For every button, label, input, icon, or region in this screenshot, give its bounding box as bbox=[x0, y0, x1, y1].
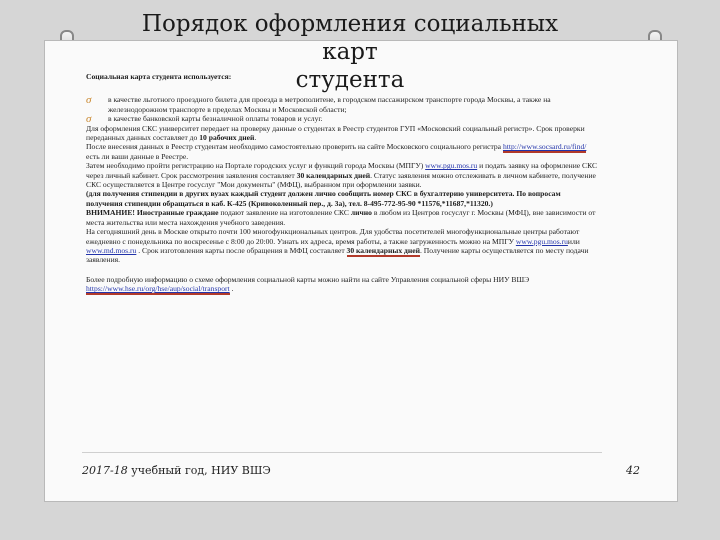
text: в любом из Центров госуслуг г. Москвы (МФЦ), вне зависимости от места жительства или места нахождения учебного заведения. bbox=[86, 208, 596, 227]
paragraph bbox=[86, 275, 598, 294]
bullet-icon: σ bbox=[86, 113, 92, 126]
footer-text: учебный год, НИУ ВШЭ bbox=[127, 464, 271, 477]
bullet-icon: σ bbox=[86, 94, 92, 107]
paragraph bbox=[86, 161, 598, 189]
text: и подать заявку на оформление СКС через личный кабинет. Срок рассмотрения заявления составляет bbox=[86, 161, 598, 180]
title-line: студента bbox=[295, 67, 405, 93]
md-mos-link[interactable]: www.md.mos.ru bbox=[86, 245, 137, 255]
text: . bbox=[254, 133, 257, 143]
spacer bbox=[86, 265, 598, 275]
text: . Получение карты осуществляется по месту подачи заявления. bbox=[86, 245, 589, 265]
pgu-link[interactable]: www.pgu.mos.ru bbox=[425, 161, 478, 171]
list-item bbox=[86, 95, 598, 114]
text: На сегодняшний день в Москве открыто почти 100 многофункциональных центров. Для удобства посетителей многофункциональные центры работают ежедневно с понедельника по воскресенье с 8:00 до 20:00. Узнать их адреса, время работы, а также загруженность можно на МПГУ bbox=[86, 227, 580, 246]
scholarship-note: (для получения стипендии в других вузах каждый студент должен лично сообщить номер СКС в бухгалтерию университета. По вопросам получения стипендии обращаться в каб. К-425 (Кривоколенный пер., д. 3а), тел. 8-495-772-95-90 *11576,*11687,*11320.) bbox=[86, 189, 561, 208]
text: Затем необходимо пройти регистрацию на Портале городских услуг и функций города Москвы (МПГУ) bbox=[86, 161, 426, 171]
footer-divider bbox=[82, 452, 602, 453]
emphasis: лично bbox=[350, 208, 372, 218]
emphasis: 30 календарных дней bbox=[346, 245, 420, 255]
list-item-text: в качестве банковской карты безналичной оплаты товаров и услуг. bbox=[108, 114, 323, 124]
footer-year: 2017-18 bbox=[82, 464, 128, 477]
text: . bbox=[229, 284, 234, 294]
text: есть ли ваши данные в Реестре. bbox=[86, 151, 189, 161]
text: Более подробную информацию о схеме оформления социальной карты можно найти на сайте Управления социальной сферы НИУ ВШЭ bbox=[86, 274, 530, 284]
paragraph bbox=[86, 227, 598, 265]
emphasis: 10 рабочих дней bbox=[199, 133, 255, 143]
paragraph bbox=[86, 124, 598, 143]
paragraph bbox=[86, 208, 598, 227]
hse-transport-link[interactable]: https://www.hse.ru/org/hse/aup/social/transport bbox=[86, 284, 230, 294]
text: После внесения данных в Реестр студентам необходимо самостоятельно проверить на сайте Московского социального регистра bbox=[86, 142, 503, 152]
list-item-text: в качестве льготного проездного билета для проезда в метрополитене, в городском пассажирском транспорте города Москвы, а также на железнодорожном транспорте в пределах Москвы и Московской области; bbox=[108, 95, 551, 114]
text: . Статус заявления можно отслеживать в личном кабинете, получение СКС осуществляется в Центре госуслуг "Мои документы" (МФЦ), выбранном при оформлении заявки. bbox=[86, 170, 596, 190]
text: . Срок изготовления карты после обращения в МФЦ составляет bbox=[136, 245, 347, 255]
paragraph bbox=[86, 142, 598, 161]
pgu-link[interactable]: www.pgu.mos.ru bbox=[515, 236, 568, 246]
list-item bbox=[86, 113, 598, 126]
emphasis: 30 календарных дней bbox=[296, 170, 371, 180]
title-line: Порядок оформления социальных карт bbox=[141, 11, 559, 65]
slide-body bbox=[86, 72, 598, 294]
section-heading: Социальная карта студента используется: bbox=[86, 72, 232, 81]
socsard-link[interactable]: http://www.socsard.ru/find/ bbox=[502, 142, 587, 152]
page-number: 42 bbox=[626, 464, 640, 477]
warning-label: ВНИМАНИЕ! Иностранные граждане bbox=[86, 208, 219, 218]
paragraph bbox=[86, 189, 598, 208]
text: Для оформления СКС университет передает на проверку данные о студентах в Реестр студентов ГУП «Московский социальный регистр». Срок проверки переданных данных составляет до bbox=[86, 123, 585, 143]
text: подают заявление на изготовление СКС bbox=[218, 208, 351, 218]
footer-caption bbox=[82, 464, 271, 477]
text: или bbox=[567, 236, 580, 246]
